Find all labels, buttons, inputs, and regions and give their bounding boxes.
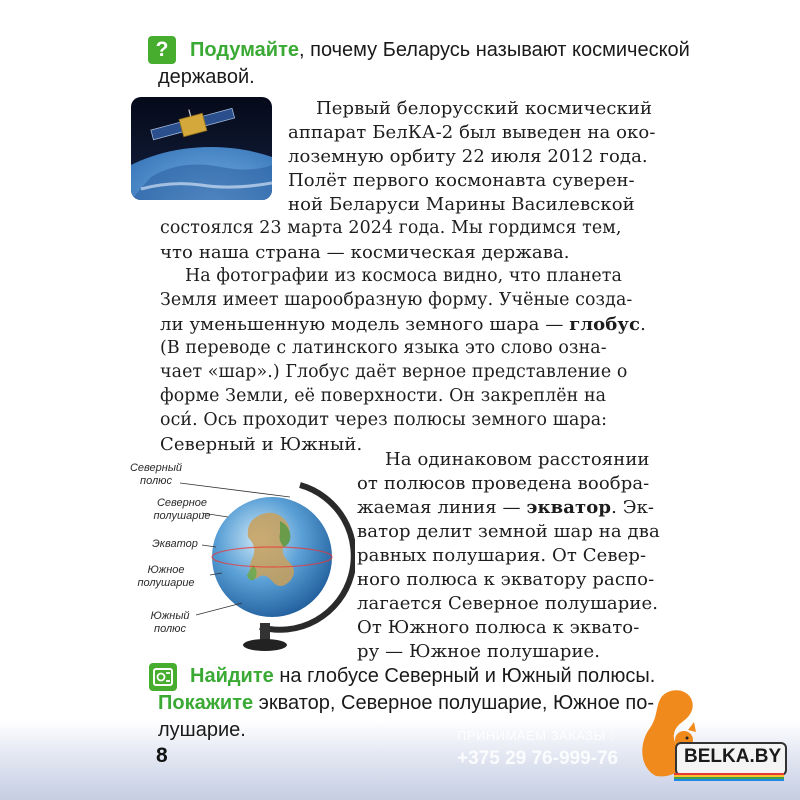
- para3-line-3: [357, 497, 654, 518]
- label-north-hemisphere-line1: Северное: [156, 497, 208, 509]
- label-south-pole: [134, 610, 206, 636]
- para2-line-3-end: .: [640, 314, 646, 335]
- para2-line-6: форме Земли, её поверхности. Он закреплён на: [160, 386, 607, 406]
- label-north-pole-line1: Северный: [129, 462, 183, 474]
- para3-line-5: равных полушария. От Север-: [357, 545, 647, 566]
- brand-name: BELKA.BY: [684, 746, 782, 767]
- task-line-1: [190, 665, 655, 688]
- para1-line-2: аппарат БелКА-2 был выведен на око-: [288, 122, 656, 143]
- para1-line-5: ной Беларуси Марины Василевской: [288, 194, 635, 215]
- label-equator: Экватор: [152, 538, 198, 550]
- para2-line-3: [160, 314, 646, 335]
- para3-line-8: От Южного полюса к эквато-: [357, 617, 640, 638]
- para2-line-2: Земля имеет шарообразную форму. Учёные созда-: [160, 290, 633, 310]
- label-south-hemisphere-line1: Южное: [147, 564, 185, 576]
- label-north-pole: [118, 462, 194, 488]
- para3-line-9: ру — Южное полушарие.: [357, 641, 601, 662]
- task-line-3: лушарие.: [158, 719, 246, 741]
- label-north-hemisphere: [140, 497, 224, 523]
- task-find-text: на глобусе Северный и Южный полюсы.: [273, 665, 656, 687]
- question-highlight: Подумайте: [190, 39, 299, 61]
- question-text: , почему Беларусь называют космической: [299, 39, 690, 61]
- task-find-highlight: Найдите: [190, 665, 274, 687]
- label-south-pole-line2: полюс: [154, 623, 186, 635]
- satellite-image: [131, 97, 272, 200]
- label-south-hemisphere-line2: полушарие: [137, 577, 195, 589]
- task-show-highlight: Покажите: [158, 692, 254, 714]
- para1-line-3: лоземную орбиту 22 июля 2012 года.: [288, 146, 648, 167]
- para1-line-4: Полёт первого космонавта суверен-: [288, 170, 635, 191]
- para2-line-8: Северный и Южный.: [160, 434, 363, 455]
- brand-stripes-icon: [674, 773, 784, 781]
- question-line-2: державой.: [158, 66, 255, 88]
- question-line-1: [190, 39, 690, 62]
- watermark-line-1: ПРИНИМАЕМ ЗАКАЗЫ :: [457, 728, 614, 743]
- para3-line-4: ватор делит земной шар на два: [357, 521, 660, 542]
- para2-line-3-start: ли уменьшенную модель земного шара —: [160, 314, 570, 335]
- task-show-text: экватор, Северное полушарие, Южное по-: [253, 692, 655, 714]
- para1-line-1: Первый белорусский космический: [316, 98, 653, 119]
- para1-line-6: состоялся 23 марта 2024 года. Мы гордимся тем,: [160, 218, 622, 238]
- para2-line-5: чает «шар».) Глобус даёт верное представление о: [160, 362, 628, 382]
- para3-line-6: ного полюса к экватору распо-: [357, 569, 655, 590]
- task-globe-icon: [149, 663, 177, 691]
- para3-line-1: На одинаковом расстоянии: [385, 449, 650, 470]
- task-line-2: [158, 692, 654, 715]
- page-number: 8: [156, 744, 168, 767]
- para3-line-2: от полюсов проведена вообра-: [357, 473, 650, 494]
- para2-line-4: (В переводе с латинского языка это слово озна-: [160, 338, 607, 358]
- term-globus: глобус: [569, 314, 641, 335]
- question-badge-icon: ?: [148, 36, 176, 64]
- label-north-hemisphere-line2: полушарие: [153, 510, 211, 522]
- label-north-pole-line2: полюс: [140, 475, 172, 487]
- para3-line-7: лагается Северное полушарие.: [357, 593, 659, 614]
- watermark-line-2: +375 29 76-999-76: [457, 748, 619, 769]
- para3-line-3-start: жаемая линия —: [357, 497, 527, 518]
- label-south-hemisphere: [128, 564, 204, 590]
- para1-line-7: что наша страна — космическая держава.: [160, 242, 570, 263]
- para2-line-1: На фотографии из космоса видно, что планета: [185, 266, 622, 286]
- term-equator: экватор: [526, 497, 612, 518]
- label-south-pole-line1: Южный: [150, 610, 190, 622]
- para2-line-7: оси́. Ось проходит через полюсы земного шара:: [160, 410, 608, 430]
- para3-line-3-end: . Эк-: [611, 497, 655, 518]
